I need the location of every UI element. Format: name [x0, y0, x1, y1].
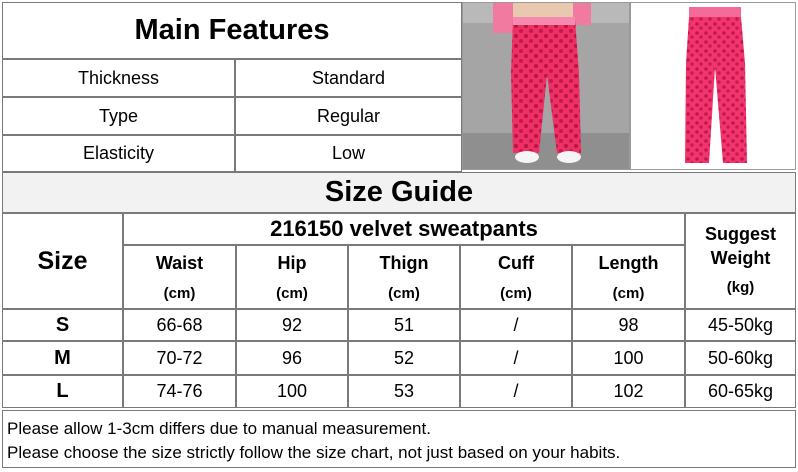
column-name: Thign — [379, 252, 429, 273]
table-cell: 96 — [236, 341, 348, 375]
table-cell: 92 — [236, 309, 348, 341]
product-photo — [630, 2, 796, 170]
column-header-suggest-weight — [685, 213, 796, 309]
product-name-header: 216150 velvet sweatpants — [123, 213, 685, 245]
size-column-header: Size — [2, 213, 123, 309]
column-unit: (cm) — [612, 284, 645, 302]
size-guide-title: Size Guide — [2, 172, 796, 213]
column-header-length — [572, 245, 685, 309]
column-unit: (cm) — [163, 284, 196, 302]
note-line-2: Please choose the size strictly follow the size chart, not just based on your habits. — [7, 443, 621, 462]
size-label-l: L — [2, 375, 123, 408]
suggest-line-1: Suggest — [704, 224, 776, 244]
table-cell: 74-76 — [123, 375, 236, 408]
column-name: Hip — [277, 252, 307, 273]
table-cell: / — [460, 341, 572, 375]
column-header-cuff — [460, 245, 572, 309]
column-header-waist — [123, 245, 236, 309]
table-cell: 98 — [572, 309, 685, 341]
measurement-notes — [2, 410, 796, 468]
suggest-unit: (kg) — [726, 279, 755, 296]
feature-label-thickness: Thickness — [2, 59, 235, 97]
table-cell: 45-50kg — [685, 309, 796, 341]
column-unit: (cm) — [388, 284, 420, 302]
size-label-s: S — [2, 309, 123, 341]
column-unit: (cm) — [276, 284, 308, 302]
table-cell: 102 — [572, 375, 685, 408]
table-cell: 66-68 — [123, 309, 236, 341]
feature-value-elasticity: Low — [235, 135, 462, 172]
main-features-title: Main Features — [2, 2, 462, 59]
table-cell: / — [460, 375, 572, 408]
table-cell: 50-60kg — [685, 341, 796, 375]
size-label-m: M — [2, 341, 123, 375]
table-cell: / — [460, 309, 572, 341]
note-line-1: Please allow 1-3cm differs due to manual measurement. — [7, 419, 431, 438]
column-header-hip — [236, 245, 348, 309]
column-header-thign — [348, 245, 460, 309]
table-cell: 100 — [236, 375, 348, 408]
table-cell: 52 — [348, 341, 460, 375]
column-name: Waist — [155, 252, 204, 273]
column-unit: (cm) — [500, 284, 532, 302]
suggest-line-2: Weight — [710, 248, 771, 268]
table-cell: 100 — [572, 341, 685, 375]
feature-label-type: Type — [2, 97, 235, 135]
feature-value-thickness: Standard — [235, 59, 462, 97]
column-name: Cuff — [498, 252, 534, 273]
model-photo — [462, 2, 630, 170]
size-chart-sheet — [2, 2, 796, 470]
table-cell: 53 — [348, 375, 460, 408]
column-name: Length — [598, 252, 659, 273]
table-cell: 51 — [348, 309, 460, 341]
table-cell: 70-72 — [123, 341, 236, 375]
table-cell: 60-65kg — [685, 375, 796, 408]
feature-label-elasticity: Elasticity — [2, 135, 235, 172]
feature-value-type: Regular — [235, 97, 462, 135]
